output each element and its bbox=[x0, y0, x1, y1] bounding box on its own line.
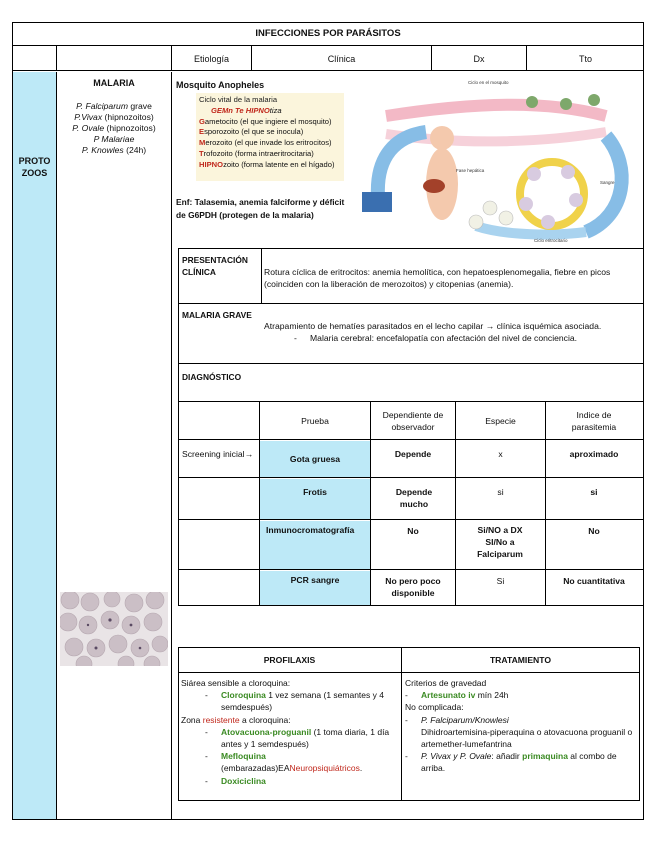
diagram-label-ciclo: Ciclo eritrocitario bbox=[534, 238, 568, 243]
dx-prueba-pcr: PCR sangre bbox=[260, 571, 370, 605]
blood-smear-image bbox=[60, 592, 168, 666]
dx-especie: si bbox=[497, 487, 504, 497]
diagram-label-sangre: Sangre bbox=[600, 180, 615, 185]
life-cycle-box bbox=[196, 93, 344, 181]
grave-bullet: - Malaria cerebral: encefalopatía con afectación del nivel de conciencia. bbox=[310, 332, 640, 344]
col-etiologia: Etiología bbox=[171, 46, 251, 71]
malaria-block bbox=[58, 78, 170, 156]
dx-prueba-inmuno: Inmunocromatografía bbox=[260, 521, 370, 569]
dx-header-prueba: Prueba bbox=[301, 416, 329, 426]
vector-label: Mosquito Anopheles bbox=[176, 80, 265, 90]
profilaxis-item: - Mefloquina (embarazadas)EANeuropsiquiátricos. bbox=[221, 750, 397, 774]
presentacion-text: Rotura cíclica de eritrocitos: anemia hemolítica, con hepatoesplenomegalia, fiebre en picos (coinciden con la liberación de merozoitos) y citopenias (anemia). bbox=[264, 267, 611, 289]
species-list bbox=[58, 101, 170, 156]
dx-row-side: Screening inicial→ bbox=[182, 449, 254, 459]
dx-header-dep: Dependiente de observador bbox=[382, 410, 444, 432]
tratamiento-item: - P. Vivax y P. Ovale: añadir primaquina al combo de arriba. bbox=[421, 750, 637, 774]
dx-especie: Si/NO a DX SI/No a Falciparum bbox=[477, 525, 523, 559]
dx-dep: Depende bbox=[394, 449, 432, 459]
tratamiento-heading: TRATAMIENTO bbox=[489, 655, 552, 665]
tratamiento-content: Criterios de gravedad - Artesunato iv mín 24h No complicada: - P. Falciparum/Knowlesi Dihidroartemisina-piperaquina o atovacuona proguanil o artemether-lumefantrina - P. Vivax y P. Ovale: añadir primaquina al combo de arriba. bbox=[405, 677, 637, 775]
dx-especie: x bbox=[498, 449, 503, 459]
cycle-stage: HIPNOzoito (forma latente en el hígado) bbox=[199, 159, 335, 169]
dx-header-indice: Indice de parasitemia bbox=[571, 410, 617, 432]
diagnostico-label: DIAGNÓSTICO bbox=[182, 372, 242, 382]
presentacion-label: PRESENTACIÓN CLÍNICA bbox=[178, 248, 262, 304]
species-item: P. Ovale (hipnozoitos) bbox=[72, 123, 156, 133]
dx-header-especie: Especie bbox=[485, 416, 516, 426]
col-dx: Dx bbox=[431, 46, 526, 71]
tratamiento-item: - Artesunato iv mín 24h bbox=[421, 689, 637, 701]
profilaxis-item: - Cloroquina 1 vez semana (1 semantes y 4 semdespués) bbox=[221, 689, 397, 713]
dx-indice: No cuantitativa bbox=[563, 576, 625, 586]
cycle-stage: Gametocito (el que ingiere el mosquito) bbox=[199, 116, 332, 126]
grave-text: Atrapamiento de hematíes parasitados en el lecho capilar → clínica isquémica asociada. - Malaria cerebral: encefalopatía con afectación del nivel de conciencia. bbox=[264, 320, 640, 344]
lifecycle-svg bbox=[356, 76, 642, 244]
enf-note: Enf: Talasemia, anemia falciforme y déficit de G6PDH (protegen de la malaria) bbox=[176, 197, 345, 220]
category-label: PROTO ZOOS bbox=[18, 156, 51, 178]
dx-prueba-frotis: Frotis bbox=[260, 479, 370, 519]
dx-indice: No bbox=[588, 526, 600, 536]
dx-prueba-gota: Gota gruesa bbox=[260, 441, 370, 477]
dx-dep: No bbox=[407, 526, 419, 536]
tratamiento-item: - P. Falciparum/Knowlesi bbox=[421, 714, 637, 726]
dx-dep: No pero poco disponible bbox=[385, 576, 441, 598]
cycle-stage: Trofozoito (forma intraeritrocitaria) bbox=[199, 148, 314, 158]
tratamiento-combo: Dihidroartemisina-piperaquina o atovacuona proguanil o artemether-lumefantrina bbox=[421, 726, 633, 750]
page-title: INFECCIONES POR PARÁSITOS bbox=[12, 22, 644, 46]
profilaxis-item: - Doxiciclina bbox=[221, 775, 397, 787]
lifecycle-diagram bbox=[356, 76, 642, 244]
profilaxis-item: - Atovacuona-proguanil (1 toma diaria, 1 día antes y 1 semdespués) bbox=[221, 726, 397, 750]
col-clinica: Clínica bbox=[251, 46, 431, 71]
category-cell bbox=[13, 72, 57, 819]
cycle-title: Ciclo vital de la malaria bbox=[199, 95, 278, 104]
diagram-label-fase: Fase hepática bbox=[456, 168, 485, 173]
dx-indice: si bbox=[590, 487, 598, 497]
profilaxis-content: Siárea sensible a cloroquina: - Cloroquina 1 vez semana (1 semantes y 4 semdespués) Zona resistente a cloroquina: - Atovacuona-proguanil (1 toma diaria, 1 día antes y 1 semdespués) - Mefloquina (embarazadas)EANeuropsiquiátricos. - Doxiciclina bbox=[181, 677, 397, 787]
species-item: P Malariae bbox=[93, 134, 135, 144]
species-item: P. Falciparum grave bbox=[76, 101, 152, 111]
profilaxis-heading: PROFILAXIS bbox=[263, 655, 316, 665]
diagram-label-top: Ciclo en el mosquito bbox=[468, 80, 509, 85]
col-tto: Tto bbox=[526, 46, 644, 71]
species-item: P.Vivax (hipnozoitos) bbox=[74, 112, 154, 122]
malaria-heading: MALARIA bbox=[93, 78, 135, 88]
cycle-mnemonic: GEMn Te HIPNOtiza bbox=[211, 105, 282, 115]
dx-dep: Depende mucho bbox=[395, 487, 433, 509]
blood-smear-svg bbox=[60, 592, 168, 666]
dx-indice: aproximado bbox=[569, 449, 619, 459]
cycle-stage: Esporozoito (el que se inocula) bbox=[199, 127, 304, 137]
cycle-stage: Merozoito (el que invade los eritrocitos) bbox=[199, 138, 332, 148]
species-item: P. Knowles (24h) bbox=[81, 145, 147, 155]
grave-label: MALARIA GRAVE bbox=[182, 310, 252, 320]
dx-especie: Si bbox=[496, 576, 505, 586]
